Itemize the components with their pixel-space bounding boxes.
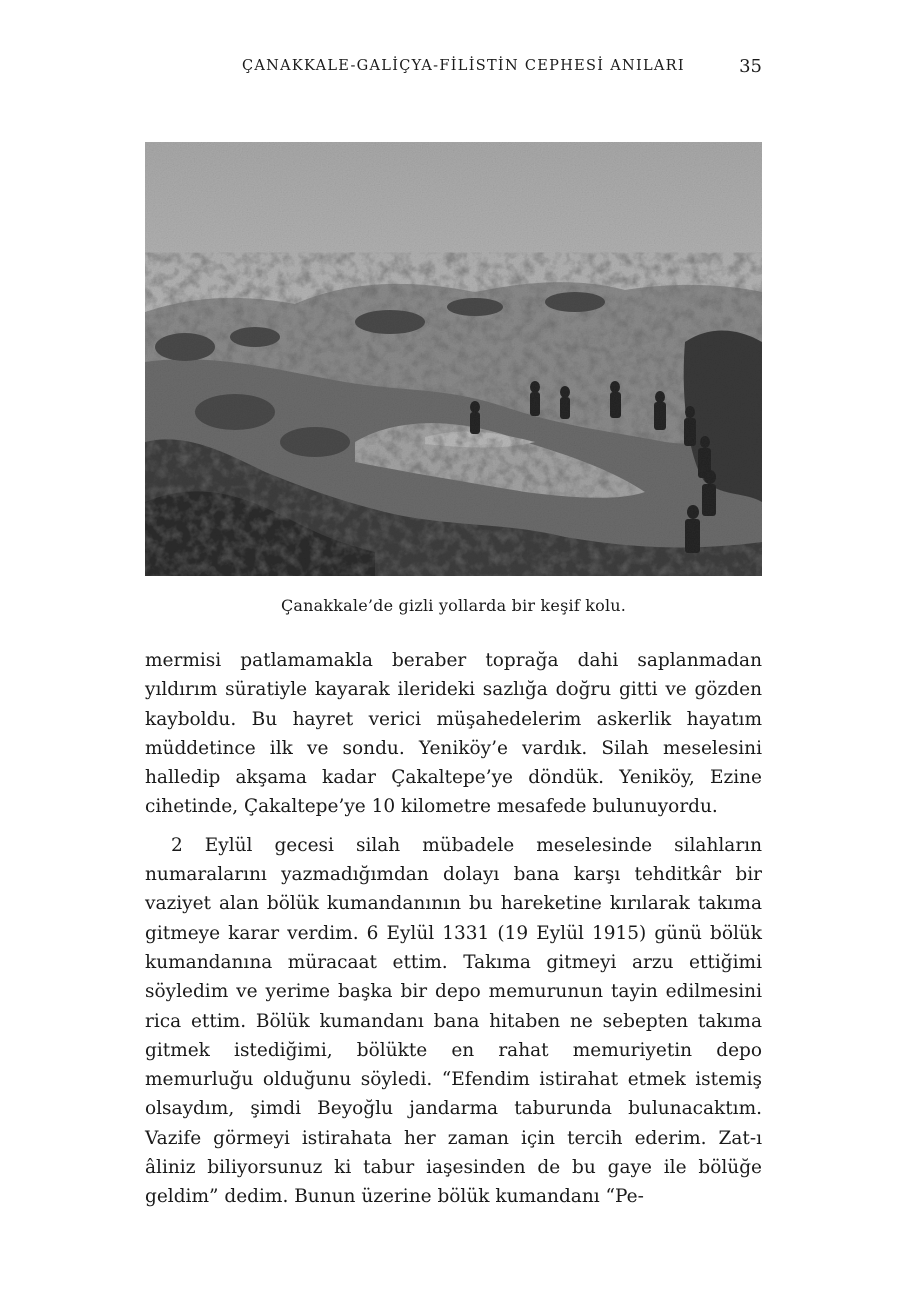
photo-figure	[145, 142, 762, 576]
paragraph-continuation: mermisi patlamamakla beraber toprağa dahi saplanmadan yıldırım süratiyle kayarak ilerideki sazlığa doğru gitti ve gözden kayboldu. Bu hayret verici müşahedelerim askerlik hayatım müddetince ilk ve sondu. Yeniköy’e vardık. Silah meselesini halledip akşama kadar Çakaltepe’ye döndük. Yeniköy, Ezine cihetinde, Çakaltepe’ye 10 kilometre mesafede bulunuyordu.	[145, 650, 762, 818]
page-number: 35	[739, 56, 762, 77]
paragraph: 2 Eylül gecesi silah mübadele meselesinde silahların numaralarını yazmadığımdan dolayı bana karşı tehditkâr bir vaziyet alan bölük kumandanının bu hareketine kırılarak takıma gitmeye karar verdim. 6 Eylül 1331 (19 Eylül 1915) günü bölük kumandanına müracaat ettim. Takıma gitmeyi arzu ettiğimi söyledim ve yerime başka bir depo memurunun tayin edilmesini rica ettim. Bölük kumandanı bana hitaben ne sebepten takıma gitmek istediğimi, bölükte en rahat memuriyetin depo memurluğu olduğunu söyledi. “Efendim istirahat etmek istemiş olsaydım, şimdi Beyoğlu jandarma taburunda bulunacaktım. Vazife görmeyi istirahata her zaman için tercih ederim. Zat-ı âliniz biliyorsunuz ki tabur iaşesinden de bu gaye ile bölüğe geldim” dedim. Bunun üzerine bölük kumandanı “Pe-	[145, 834, 762, 1208]
running-title: ÇANAKKALE-GALİÇYA-FİLİSTİN CEPHESİ ANILARI	[242, 58, 685, 74]
running-header	[145, 56, 762, 84]
body-text	[145, 646, 762, 1212]
photo-caption: Çanakkale’de gizli yollarda bir keşif kolu.	[280, 596, 627, 615]
scout-patrol-photo	[145, 142, 762, 576]
